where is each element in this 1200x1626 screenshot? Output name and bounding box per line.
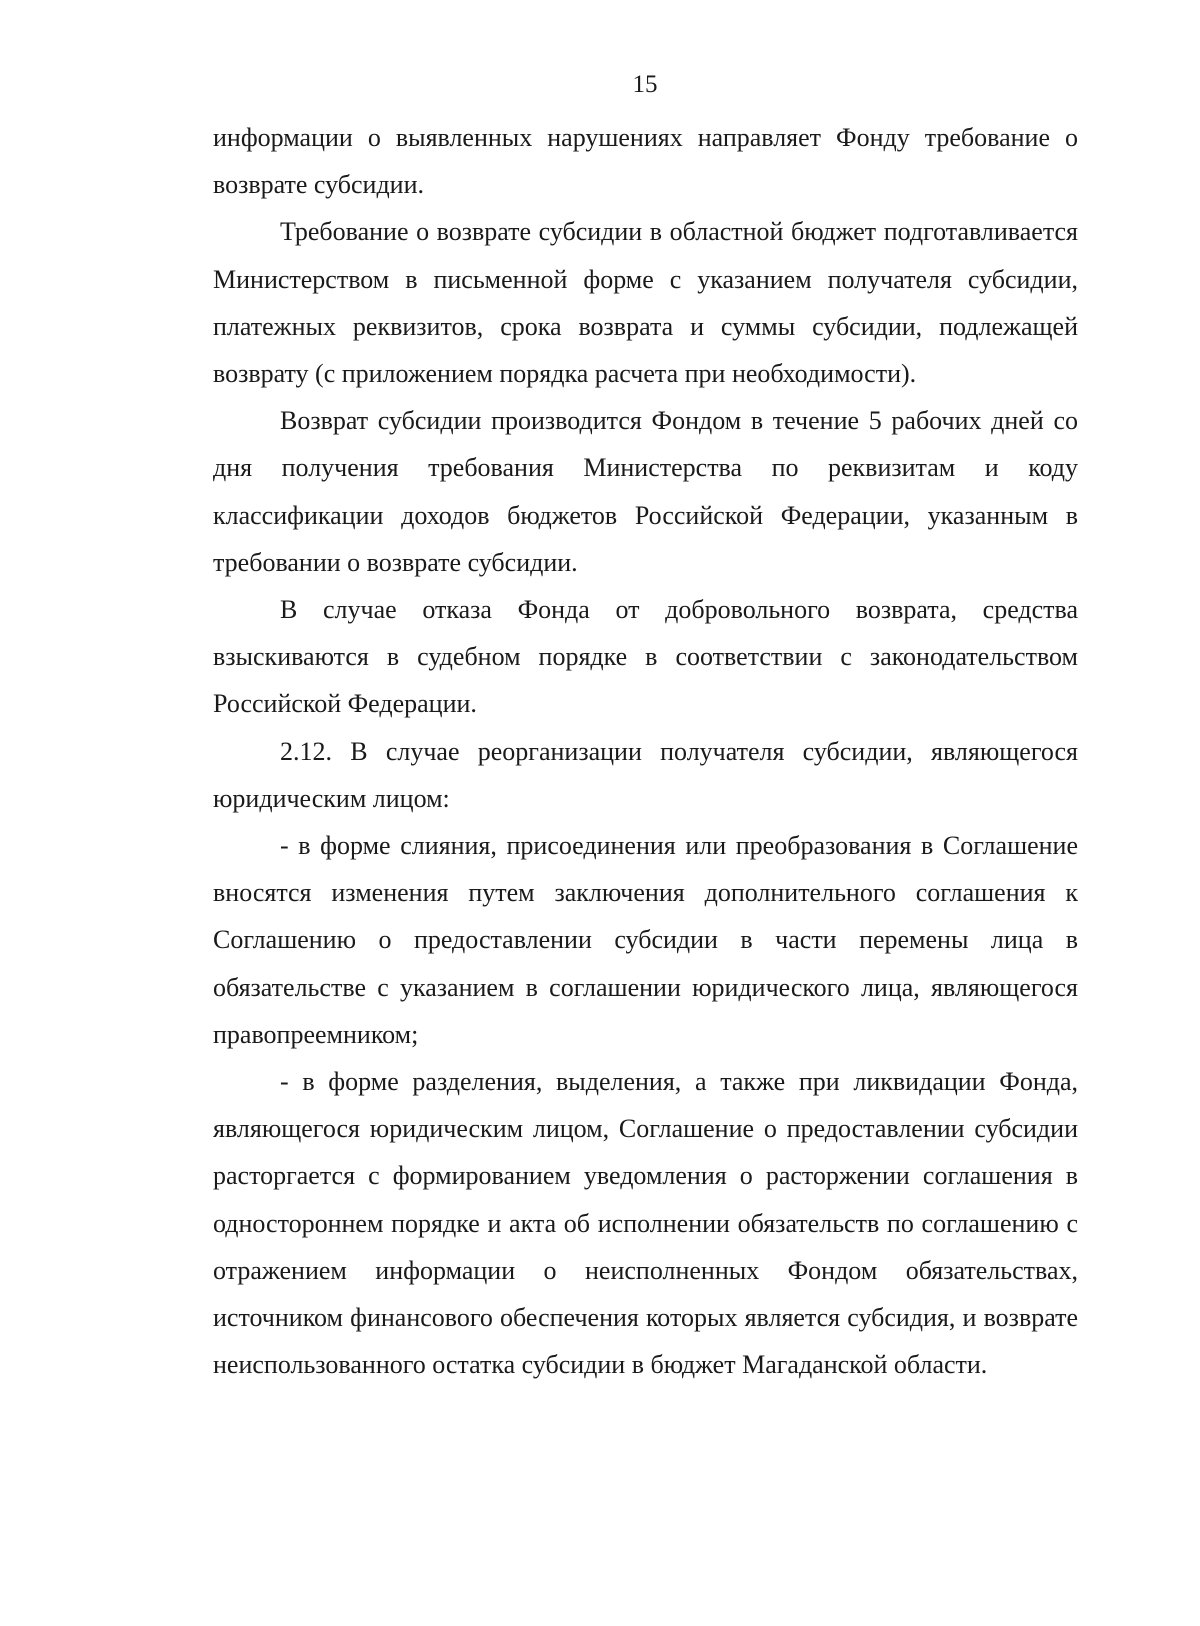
document-body xyxy=(213,114,1078,1388)
paragraph-refund-procedure: Возврат субсидии производится Фондом в течение 5 рабочих дней со дня получения требования Министерства по реквизитам и коду классификации доходов бюджетов Российской Федерации, указанным в требовании о возврате субсидии. xyxy=(213,406,1078,577)
paragraph-court-recovery: В случае отказа Фонда от добровольного возврата, средства взыскиваются в судебном порядке в соответствии с законодательством Российской Федерации. xyxy=(213,595,1078,719)
paragraph-merger-case: - в форме слияния, присоединения или преобразования в Соглашение вносятся изменения путем заключения дополнительного соглашения к Соглашению о предоставлении субсидии в части перемены лица в обязательстве с указанием в соглашении юридического лица, являющегося правопреемником; xyxy=(213,831,1078,1049)
paragraph-refund-demand: Требование о возврате субсидии в областной бюджет подготавливается Министерством в письменной форме с указанием получателя субсидии, платежных реквизитов, срока возврата и суммы субсидии, подлежащей возврату (с приложением порядка расчета при необходимости). xyxy=(213,217,1078,389)
paragraph-section-2-12: 2.12. В случае реорганизации получателя субсидии, являющегося юридическим лицом: xyxy=(213,736,1078,813)
paragraph-continuation: информации о выявленных нарушениях направляет Фонду требование о возврате субсидии. xyxy=(213,123,1078,200)
paragraph-liquidation-case: - в форме разделения, выделения, а также при ликвидации Фонда, являющегося юридическим лицом, Соглашение о предоставлении субсидии расторгается с формированием уведомления о расторжении соглашения в одностороннем порядке и акта об исполнении обязательств по соглашению с отражением информации о неисполненных Фондом обязательствах, источником финансового обеспечения которых является субсидия, и возврате неиспользованного остатка субсидии в бюджет Магаданской области. xyxy=(213,1067,1078,1380)
page-number: 15 xyxy=(632,71,658,98)
